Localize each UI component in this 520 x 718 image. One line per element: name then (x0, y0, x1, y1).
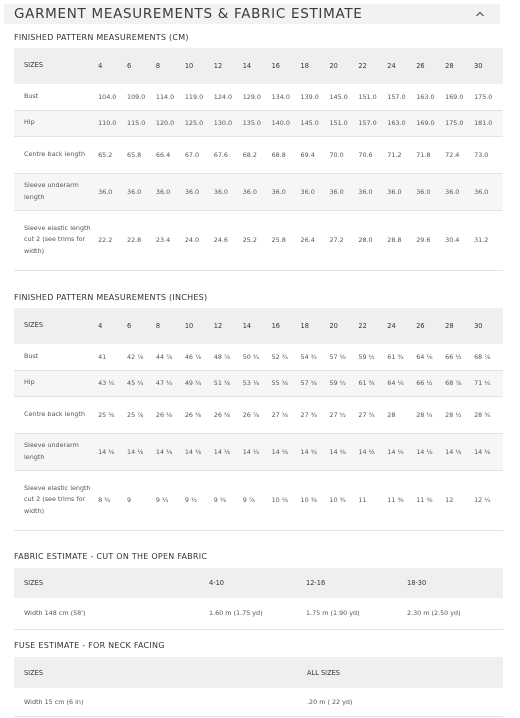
size-header-cell: 30 (474, 308, 503, 344)
measurement-row (14, 173, 503, 210)
measurement-value: 47 ¹⁄₄ (156, 370, 185, 396)
measurement-value: 11 (358, 470, 387, 530)
measurement-value: 14 ¹⁄₈ (387, 433, 416, 470)
measurement-value: 140.0 (272, 110, 301, 136)
size-header-cell: 4 (98, 48, 127, 84)
fabric-value-18-30: 2.30 m (2.50 yd) (407, 598, 503, 629)
cm-table-body (14, 48, 503, 270)
fabric-header-sizes: SIZES (14, 568, 209, 598)
measurement-row (14, 210, 503, 270)
size-header-cell: 8 (156, 308, 185, 344)
measurement-value: 61 ³⁄₄ (358, 370, 387, 396)
measurement-value: 36.0 (272, 173, 301, 210)
measurement-value: 14 ¹⁄₈ (214, 433, 243, 470)
size-header-cell: 16 (272, 308, 301, 344)
measurement-value: 8 ³⁄₄ (98, 470, 127, 530)
measurement-row (14, 344, 503, 370)
fuse-header-row (14, 657, 503, 688)
size-header-cell: 12 (214, 308, 243, 344)
measurement-value: 36.0 (329, 173, 358, 210)
size-header-cell: 24 (387, 308, 416, 344)
measurement-value: 43 ¹⁄₄ (98, 370, 127, 396)
size-header-cell: 24 (387, 48, 416, 84)
measurement-value: 24.6 (214, 210, 243, 270)
measurement-value: 49 ¹⁄₄ (185, 370, 214, 396)
size-header-cell: 20 (329, 308, 358, 344)
measurement-value: 14 ¹⁄₈ (445, 433, 474, 470)
measurement-value: 54 ³⁄₄ (301, 344, 330, 370)
measurement-value: 25.8 (272, 210, 301, 270)
measurement-value: 36.0 (127, 173, 156, 210)
measurement-value: 57 ¹⁄₈ (301, 370, 330, 396)
size-header-cell: 30 (474, 48, 503, 84)
measurement-value: 14 ¹⁄₈ (329, 433, 358, 470)
measurement-value: 27 ³⁄₄ (358, 396, 387, 433)
measurement-label: Hip (14, 370, 98, 396)
measurement-value: 181.0 (474, 110, 503, 136)
measurement-value: 67.6 (214, 136, 243, 173)
measurement-value: 31.2 (474, 210, 503, 270)
sizes-header-label: SIZES (14, 308, 98, 344)
size-header-cell: 10 (185, 48, 214, 84)
measurement-value: 10 ¹⁄₈ (272, 470, 301, 530)
measurement-value: 41 (98, 344, 127, 370)
size-header-cell: 26 (416, 48, 445, 84)
measurement-value: 110.0 (98, 110, 127, 136)
measurement-label: Sleeve elastic length cut 2 (see trims for width) (14, 210, 98, 270)
measurement-row (14, 136, 503, 173)
inch-table-body (14, 308, 503, 530)
measurement-value: 14 ¹⁄₈ (416, 433, 445, 470)
measurement-value: 48 ⁷⁄₈ (214, 344, 243, 370)
measurement-value: 28.8 (387, 210, 416, 270)
measurement-label: Centre back length (14, 136, 98, 173)
fuse-value-all-sizes: .20 m ( 22 yd) (307, 688, 503, 716)
measurement-value: 59 ¹⁄₂ (329, 370, 358, 396)
measurement-value: 163.0 (416, 84, 445, 110)
size-header-cell: 16 (272, 48, 301, 84)
measurement-value: 26.4 (301, 210, 330, 270)
measurement-value: 14 ¹⁄₈ (185, 433, 214, 470)
measurement-value: 28.0 (358, 210, 387, 270)
measurement-value: 145.0 (301, 110, 330, 136)
sizes-header-row (14, 48, 503, 84)
size-header-cell: 6 (127, 308, 156, 344)
fuse-header-all-sizes: ALL SIZES (307, 657, 503, 688)
measurement-value: 125.0 (185, 110, 214, 136)
measurement-value: 71 ¹⁄₄ (474, 370, 503, 396)
measurement-value: 114.0 (156, 84, 185, 110)
accordion-header[interactable] (4, 4, 500, 24)
measurement-value: 109.0 (127, 84, 156, 110)
measurement-value: 36.0 (301, 173, 330, 210)
fuse-estimate-table (14, 657, 503, 717)
measurement-value: 145.0 (329, 84, 358, 110)
fabric-header-4-10: 4-10 (209, 568, 306, 598)
measurement-value: 135.0 (243, 110, 272, 136)
size-header-cell: 10 (185, 308, 214, 344)
measurement-value: 64 ¹⁄₈ (387, 370, 416, 396)
measurement-value: 169.0 (416, 110, 445, 136)
measurement-value: 72.4 (445, 136, 474, 173)
measurement-value: 70.0 (329, 136, 358, 173)
size-header-cell: 26 (416, 308, 445, 344)
measurement-value: 22.2 (98, 210, 127, 270)
measurement-value: 29.6 (416, 210, 445, 270)
measurement-value: 73.0 (474, 136, 503, 173)
size-header-cell: 20 (329, 48, 358, 84)
measurement-value: 14 ¹⁄₈ (358, 433, 387, 470)
measurement-value: 28 ¹⁄₂ (445, 396, 474, 433)
measurement-value: 28 ³⁄₄ (474, 396, 503, 433)
fuse-section-title: FUSE ESTIMATE - FOR NECK FACING (14, 641, 165, 650)
fabric-section-title: FABRIC ESTIMATE - CUT ON THE OPEN FABRIC (14, 552, 208, 561)
size-header-cell: 14 (243, 308, 272, 344)
measurement-value: 10 ³⁄₈ (301, 470, 330, 530)
measurement-value: 26 ³⁄₈ (185, 396, 214, 433)
measurement-label: Sleeve underarm length (14, 173, 98, 210)
size-header-cell: 28 (445, 308, 474, 344)
measurement-value: 14 ¹⁄₈ (98, 433, 127, 470)
measurement-value: 66 ¹⁄₂ (416, 370, 445, 396)
measurement-value: 151.0 (329, 110, 358, 136)
measurement-value: 26 ¹⁄₈ (156, 396, 185, 433)
measurement-value: 27 ³⁄₈ (301, 396, 330, 433)
measurement-value: 14 ¹⁄₈ (156, 433, 185, 470)
size-header-cell: 22 (358, 308, 387, 344)
measurement-value: 69.4 (301, 136, 330, 173)
measurement-value: 9 ⁷⁄₈ (243, 470, 272, 530)
size-header-cell: 4 (98, 308, 127, 344)
measurement-value: 30.4 (445, 210, 474, 270)
measurement-value: 14 ¹⁄₈ (474, 433, 503, 470)
fabric-header-12-16: 12-16 (306, 568, 407, 598)
measurement-value: 70.6 (358, 136, 387, 173)
measurement-value: 10 ³⁄₄ (329, 470, 358, 530)
measurement-value: 130.0 (214, 110, 243, 136)
measurement-value: 36.0 (387, 173, 416, 210)
measurement-value: 59 ¹⁄₂ (358, 344, 387, 370)
measurement-value: 25.2 (243, 210, 272, 270)
inch-section-title: FINISHED PATTERN MEASUREMENTS (INCHES) (14, 293, 208, 302)
sizes-header-row (14, 308, 503, 344)
measurement-value: 71.2 (387, 136, 416, 173)
measurement-value: 115.0 (127, 110, 156, 136)
measurement-value: 36.0 (243, 173, 272, 210)
size-header-cell: 18 (301, 48, 330, 84)
measurement-label: Sleeve elastic length cut 2 (see trims for width) (14, 470, 98, 530)
measurement-value: 68 ⁷⁄₈ (474, 344, 503, 370)
cm-measurements-table (14, 48, 503, 271)
measurement-value: 151.0 (358, 84, 387, 110)
measurement-value: 9 ¹⁄₄ (156, 470, 185, 530)
measurement-value: 129.0 (243, 84, 272, 110)
measurement-value: 55 ¹⁄₈ (272, 370, 301, 396)
size-header-cell: 22 (358, 48, 387, 84)
size-header-cell: 14 (243, 48, 272, 84)
measurement-row (14, 396, 503, 433)
measurement-value: 157.0 (358, 110, 387, 136)
measurement-value: 71.8 (416, 136, 445, 173)
measurement-value: 12 ¹⁄₄ (474, 470, 503, 530)
measurement-label: Bust (14, 84, 98, 110)
measurement-value: 14 ¹⁄₈ (301, 433, 330, 470)
measurement-value: 11 ³⁄₈ (387, 470, 416, 530)
measurement-label: Bust (14, 344, 98, 370)
measurement-value: 27.2 (329, 210, 358, 270)
measurement-value: 175.0 (445, 110, 474, 136)
measurement-row (14, 470, 503, 530)
measurement-value: 24.0 (185, 210, 214, 270)
fabric-width-label: Width 148 cm (58') (14, 598, 209, 629)
panel-title: GARMENT MEASUREMENTS & FABRIC ESTIMATE (14, 6, 363, 22)
size-header-cell: 28 (445, 48, 474, 84)
measurement-value: 12 (445, 470, 474, 530)
measurement-value: 52 ³⁄₄ (272, 344, 301, 370)
size-header-cell: 8 (156, 48, 185, 84)
measurement-value: 11 ⁵⁄₈ (416, 470, 445, 530)
sizes-header-label: SIZES (14, 48, 98, 84)
measurement-value: 68.2 (243, 136, 272, 173)
measurement-row (14, 433, 503, 470)
measurement-value: 68.8 (272, 136, 301, 173)
measurement-row (14, 84, 503, 110)
measurement-value: 36.0 (98, 173, 127, 210)
measurement-value: 25 ⁵⁄₈ (98, 396, 127, 433)
size-header-cell: 18 (301, 308, 330, 344)
measurement-label: Centre back length (14, 396, 98, 433)
measurement-label: Hip (14, 110, 98, 136)
measurement-value: 157.0 (387, 84, 416, 110)
measurement-value: 36.0 (214, 173, 243, 210)
measurement-value: 27 ¹⁄₂ (329, 396, 358, 433)
measurement-value: 139.0 (301, 84, 330, 110)
measurement-value: 9 (127, 470, 156, 530)
measurement-value: 68 ⁷⁄₈ (445, 370, 474, 396)
measurement-value: 66 ¹⁄₂ (445, 344, 474, 370)
measurement-value: 53 ¹⁄₈ (243, 370, 272, 396)
measurement-value: 36.0 (474, 173, 503, 210)
measurement-value: 9 ⁵⁄₈ (214, 470, 243, 530)
fuse-width-row (14, 688, 503, 716)
measurement-value: 51 ¹⁄₈ (214, 370, 243, 396)
measurement-value: 119.0 (185, 84, 214, 110)
size-header-cell: 12 (214, 48, 243, 84)
measurement-value: 66.4 (156, 136, 185, 173)
chevron-up-icon[interactable] (474, 8, 486, 20)
measurement-value: 27 ¹⁄₈ (272, 396, 301, 433)
fabric-header-18-30: 18-30 (407, 568, 503, 598)
fabric-estimate-table (14, 568, 503, 630)
measurement-value: 9 ¹⁄₂ (185, 470, 214, 530)
measurement-value: 22.8 (127, 210, 156, 270)
measurement-value: 104.0 (98, 84, 127, 110)
measurement-value: 163.0 (387, 110, 416, 136)
measurement-value: 65.2 (98, 136, 127, 173)
measurement-value: 14 ¹⁄₈ (127, 433, 156, 470)
measurement-value: 14 ¹⁄₈ (272, 433, 301, 470)
measurement-value: 26 ⁷⁄₈ (243, 396, 272, 433)
measurement-value: 67.0 (185, 136, 214, 173)
measurement-value: 120.0 (156, 110, 185, 136)
measurement-value: 64 ¹⁄₈ (416, 344, 445, 370)
measurement-value: 25 ⁷⁄₈ (127, 396, 156, 433)
measurement-value: 57 ¹⁄₈ (329, 344, 358, 370)
measurement-value: 28 (387, 396, 416, 433)
measurement-label: Sleeve underarm length (14, 433, 98, 470)
measurement-value: 169.0 (445, 84, 474, 110)
measurement-value: 46 ⁷⁄₈ (185, 344, 214, 370)
measurement-value: 45 ¹⁄₄ (127, 370, 156, 396)
measurement-row (14, 370, 503, 396)
fuse-width-label: Width 15 cm (6 in) (14, 688, 307, 716)
measurement-value: 36.0 (416, 173, 445, 210)
measurement-value: 50 ³⁄₄ (243, 344, 272, 370)
measurement-value: 175.0 (474, 84, 503, 110)
measurement-row (14, 110, 503, 136)
measurement-value: 36.0 (156, 173, 185, 210)
fabric-value-12-16: 1.75 m (1.90 yd) (306, 598, 407, 629)
measurement-value: 44 ⁷⁄₈ (156, 344, 185, 370)
cm-section-title: FINISHED PATTERN MEASUREMENTS (CM) (14, 33, 189, 42)
measurement-value: 61 ³⁄₄ (387, 344, 416, 370)
fabric-value-4-10: 1.60 m (1.75 yd) (209, 598, 306, 629)
measurement-value: 124.0 (214, 84, 243, 110)
measurement-value: 26 ⁵⁄₈ (214, 396, 243, 433)
measurement-value: 42 ⁷⁄₈ (127, 344, 156, 370)
measurement-value: 65.8 (127, 136, 156, 173)
measurement-value: 14 ¹⁄₈ (243, 433, 272, 470)
size-header-cell: 6 (127, 48, 156, 84)
fuse-header-sizes: SIZES (14, 657, 307, 688)
inch-measurements-table (14, 308, 503, 531)
measurement-value: 28 ¹⁄₄ (416, 396, 445, 433)
measurement-value: 36.0 (358, 173, 387, 210)
fabric-header-row (14, 568, 503, 598)
measurement-value: 134.0 (272, 84, 301, 110)
measurement-value: 36.0 (445, 173, 474, 210)
measurement-value: 36.0 (185, 173, 214, 210)
fabric-width-row (14, 598, 503, 629)
measurement-value: 23.4 (156, 210, 185, 270)
